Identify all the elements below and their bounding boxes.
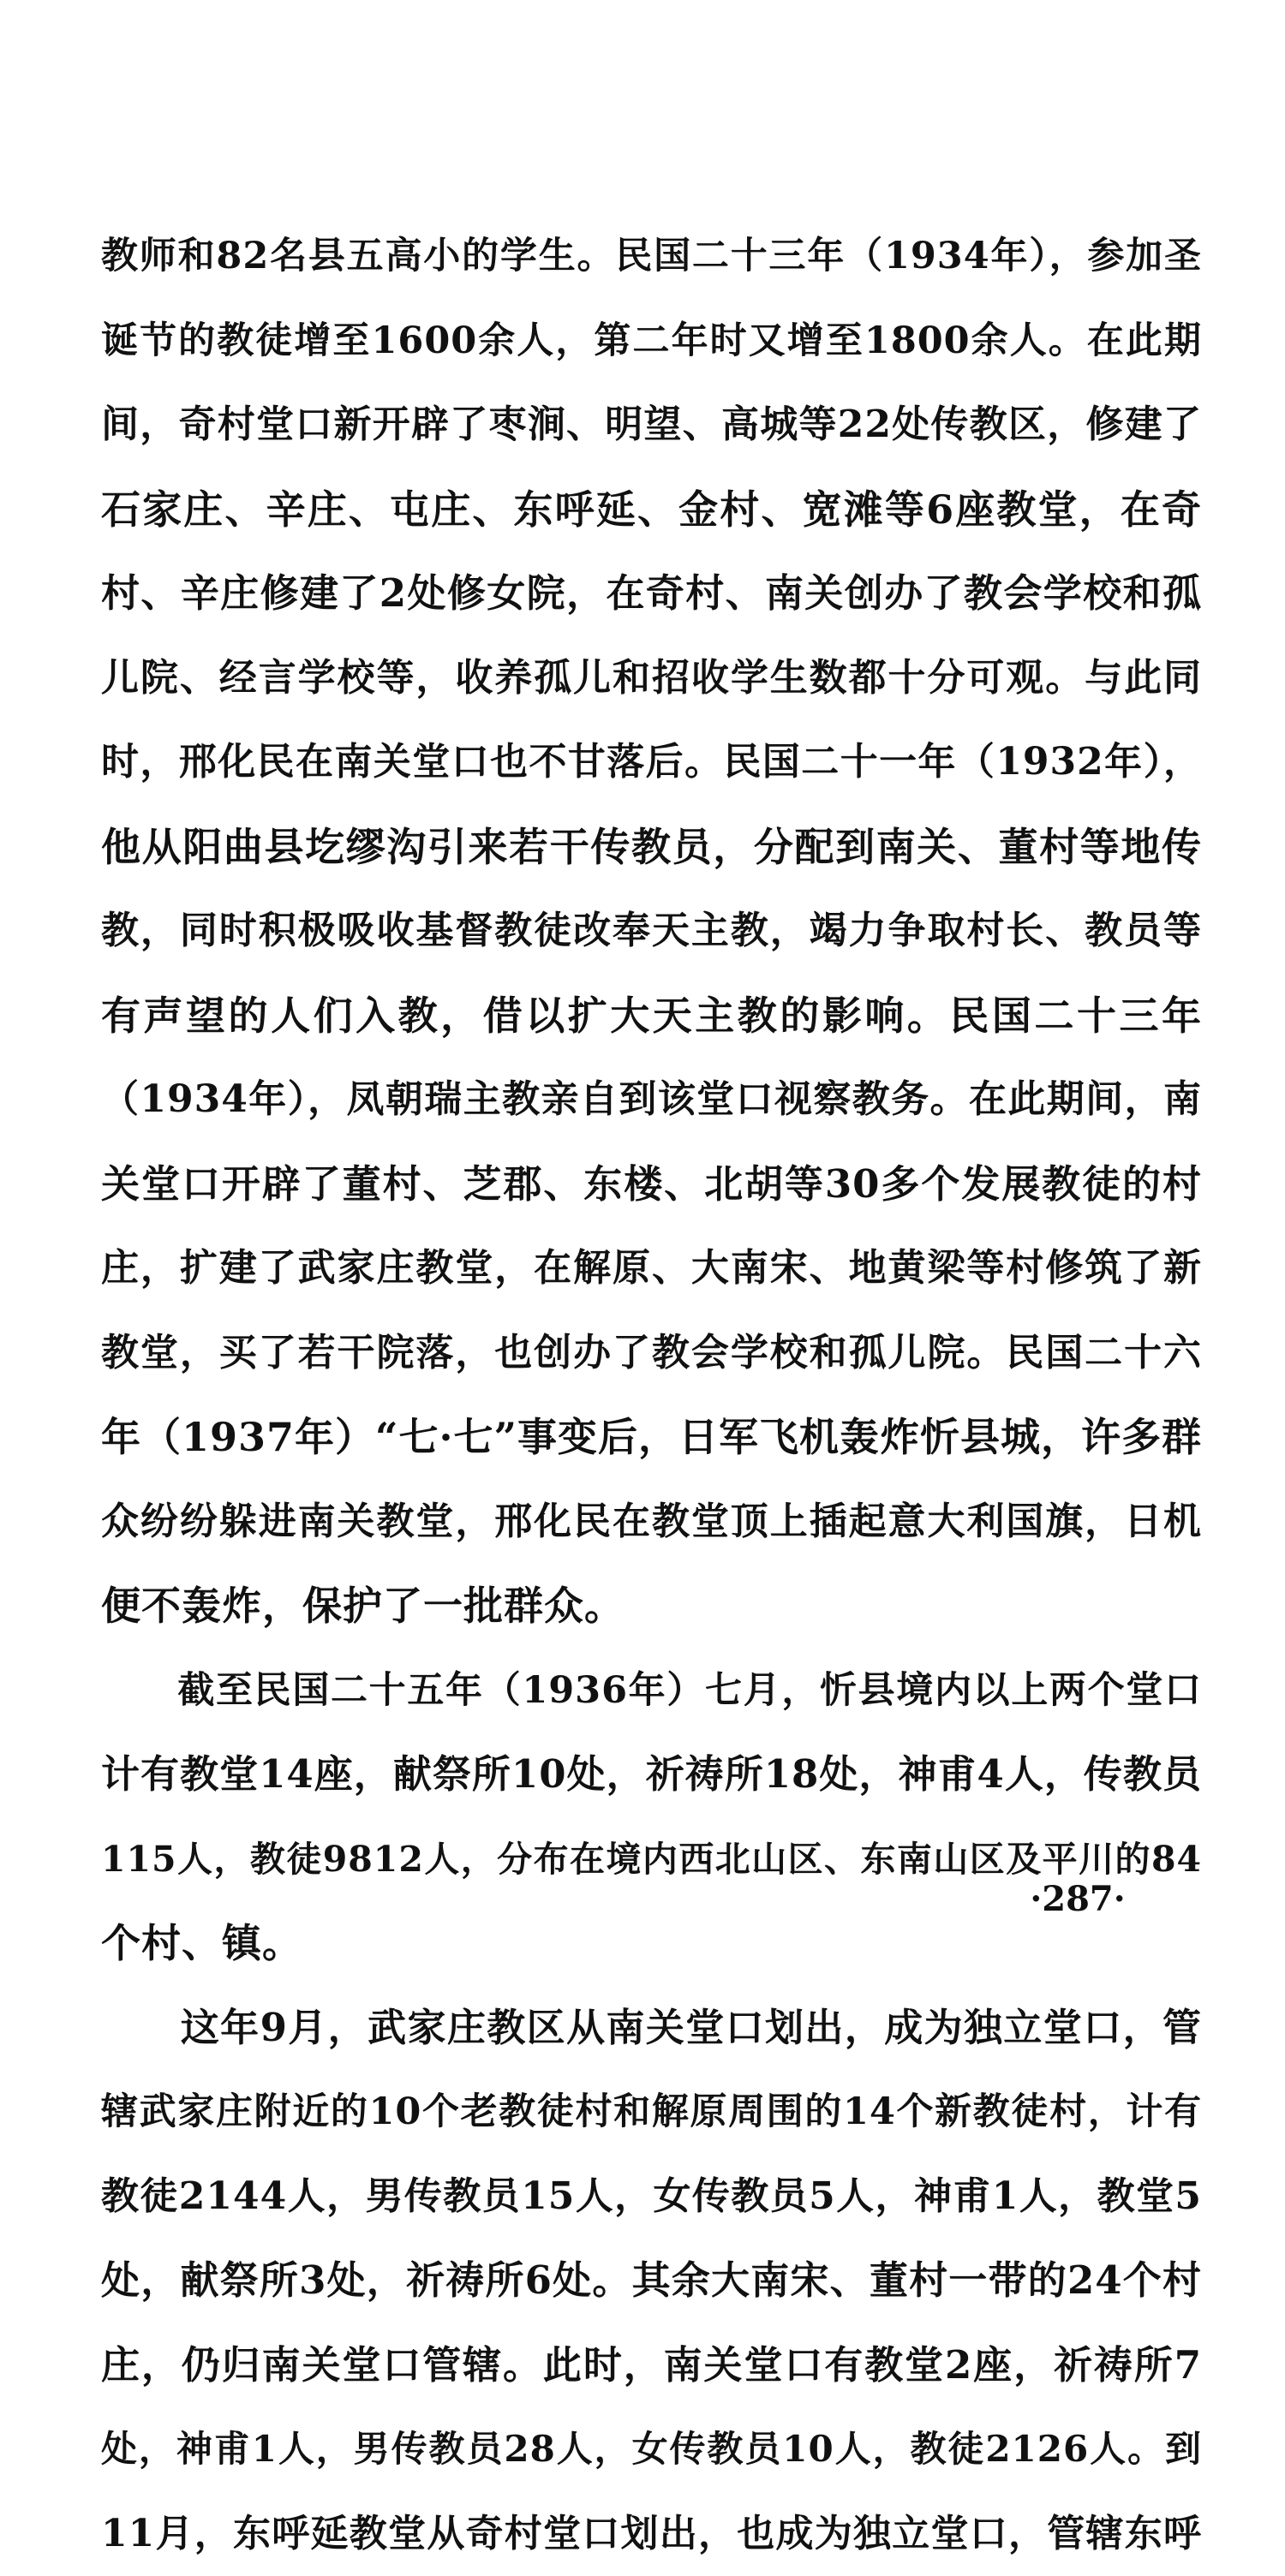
text-line: 教堂，买了若干院落，也创办了教会学校和孤儿院。民国二十六 — [101, 1311, 1202, 1396]
text-line: 关堂口开辟了董村、芝郡、东楼、北胡等30多个发展教徒的村 — [101, 1142, 1202, 1227]
text-line: 截至民国二十五年（1936年）七月，忻县境内以上两个堂口 — [101, 1649, 1202, 1733]
text-line: 诞节的教徒增至1600余人，第二年时又增至1800余人。在此期 — [101, 299, 1202, 384]
text-line: 计有教堂14座，献祭所10处，祈祷所18处，神甫4人，传教员 — [101, 1732, 1202, 1817]
text-line: 这年9月，武家庄教区从南关堂口划出，成为独立堂口，管 — [101, 1986, 1202, 2071]
text-line: 教徒2144人，男传教员15人，女传教员5人，神甫1人，教堂5 — [101, 2155, 1202, 2239]
text-line: 年（1937年）“七·七”事变后，日军飞机轰炸忻县城，许多群 — [101, 1395, 1202, 1480]
text-line: （1934年），凤朝瑞主教亲自到该堂口视察教务。在此期间，南 — [101, 1058, 1202, 1142]
text-line: 教，同时积极吸收基督教徒改奉天主教，竭力争取村长、教员等 — [101, 889, 1202, 974]
text-line: 便不轰炸，保护了一批群众。 — [101, 1564, 1202, 1649]
text-line: 有声望的人们入教，借以扩大天主教的影响。民国二十三年 — [101, 974, 1202, 1058]
page-number: ·287· — [1018, 1874, 1138, 1925]
text-line: 个村、镇。 — [101, 1901, 1202, 1986]
text-line: 辖武家庄附近的10个老教徒村和解原周围的14个新教徒村，计有 — [101, 2070, 1202, 2155]
text-line: 庄，扩建了武家庄教堂，在解原、大南宋、地黄梁等村修筑了新 — [101, 1226, 1202, 1311]
text-line: 教师和82名县五高小的学生。民国二十三年（1934年），参加圣 — [101, 214, 1202, 299]
text-line: 处，献祭所3处，祈祷所6处。其余大南宋、董村一带的24个村 — [101, 2239, 1202, 2323]
text-line: 庄，仍归南关堂口管辖。此时，南关堂口有教堂2座，祈祷所7 — [101, 2323, 1202, 2408]
text-line: 处，神甫1人，男传教员28人，女传教员10人，教徒2126人。到 — [101, 2407, 1202, 2492]
text-line: 村、辛庄修建了2处修女院，在奇村、南关创办了教会学校和孤 — [101, 552, 1202, 636]
body-text — [101, 214, 1202, 2576]
text-line: 115人，教徒9812人，分布在境内西北山区、东南山区及平川的84 — [101, 1817, 1202, 1902]
text-line: 他从阳曲县圪缪沟引来若干传教员，分配到南关、董村等地传 — [101, 805, 1202, 890]
text-line: 时，邢化民在南关堂口也不甘落后。民国二十一年（1932年）， — [101, 720, 1202, 805]
text-line: 间，奇村堂口新开辟了枣涧、明望、高城等22处传教区，修建了 — [101, 383, 1202, 468]
text-line: 11月，东呼延教堂从奇村堂口划出，也成为独立堂口，管辖东呼 — [101, 2492, 1202, 2576]
text-line: 儿院、经言学校等，收养孤儿和招收学生数都十分可观。与此同 — [101, 636, 1202, 721]
text-line: 众纷纷躲进南关教堂，邢化民在教堂顶上插起意大利国旗，日机 — [101, 1480, 1202, 1565]
text-line: 石家庄、辛庄、屯庄、东呼延、金村、宽滩等6座教堂，在奇 — [101, 468, 1202, 552]
